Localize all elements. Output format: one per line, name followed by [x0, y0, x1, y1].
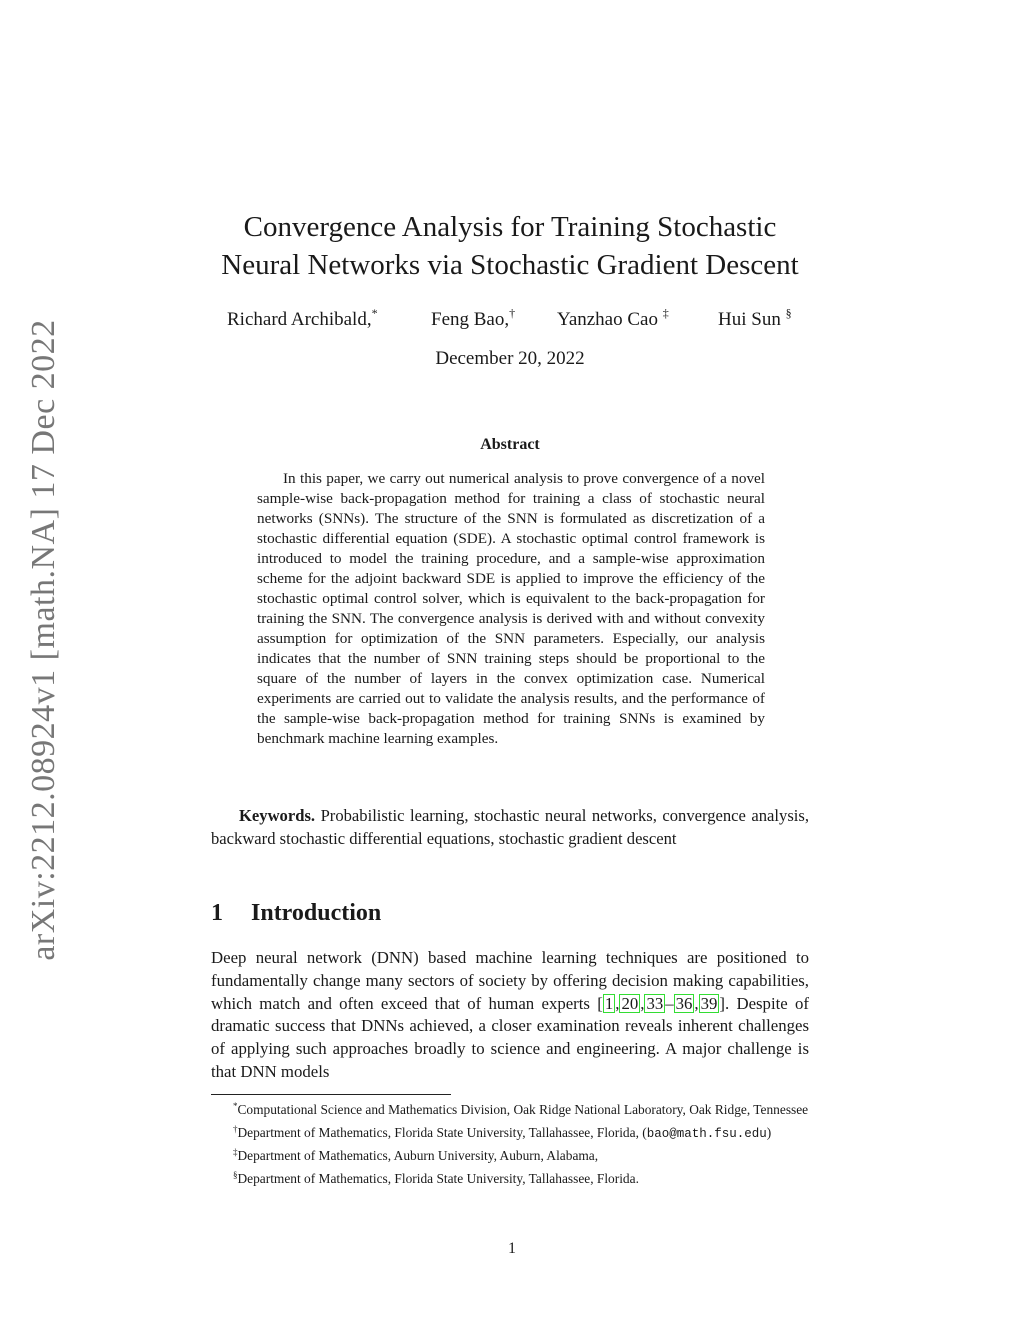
footnote-mark: † — [509, 306, 516, 320]
footnotes — [211, 1097, 809, 1188]
footnote-affiliation-3: ‡Department of Mathematics, Auburn University, Auburn, Alabama, — [233, 1147, 599, 1163]
citation-link[interactable]: 20 — [621, 993, 639, 1013]
abstract-heading: Abstract — [480, 436, 540, 453]
title-line-1: Convergence Analysis for Training Stochastic — [243, 211, 777, 243]
section-number: 1 — [211, 900, 223, 926]
paper-title — [210, 208, 810, 284]
arxiv-identifier-stamp: arXiv:2212.08924v1 [math.NA] 17 Dec 2022 — [25, 319, 62, 961]
author-sun: Hui Sun § — [718, 306, 792, 330]
citation-link[interactable]: 39 — [700, 993, 718, 1013]
page-number: 1 — [508, 1240, 516, 1257]
section-title: Introduction — [251, 900, 382, 926]
section-heading-introduction — [211, 900, 381, 927]
introduction-paragraph — [211, 947, 809, 1084]
email-link[interactable]: bao@math.fsu.edu — [646, 1126, 767, 1141]
citation-link[interactable]: 36 — [675, 993, 693, 1013]
intro-text-end: . Despite of dramatic success that DNNs achieved, a closer examination reveals inherent challenges of applying such approaches broadly to science and engineering. A major challenge is that DNN models — [211, 993, 809, 1081]
author-bao: Feng Bao,† — [431, 306, 516, 330]
abstract-text: In this paper, we carry out numerical analysis to prove convergence of a novel sample-wise back-propagation method for training a class of stochastic neural networks (SNNs). The structure of the SNN is formulated as discretization of a stochastic differential equation (SDE). A stochastic optimal control framework is introduced to model the training procedure, and a sample-wise approximation scheme for the adjoint backward SDE is applied to improve the efficiency of the stochastic optimal control solver, which is equivalent to the back-propagation for training the SNN. The convergence analysis is derived with and without convexity assumption for optimization of the SNN parameters. Especially, our analysis indicates that the number of SNN training steps should be proportional to the square of the number of layers in the convex optimization case. Numerical experiments are carried out to validate the analysis results, and the performance of the sample-wise back-propagation method for training SNNs is examined by benchmark machine learning examples. — [257, 470, 765, 747]
keywords-label: Keywords. — [239, 806, 316, 825]
footnote-mark: ‡ — [662, 306, 669, 320]
author-archibald: Richard Archibald,* — [227, 306, 378, 330]
footnote-divider — [211, 1094, 451, 1095]
intro-text-start: Deep neural network (DNN) based machine learning techniques are positioned to fundamentally change many sectors of society by offering decision making capabilities, which match and often exceed that of human experts — [211, 948, 809, 1013]
publication-date: December 20, 2022 — [435, 348, 585, 369]
footnote-affiliation-2: †Department of Mathematics, Florida State University, Tallahassee, Florida, (bao@math.fsu.edu) — [233, 1123, 772, 1141]
citation-link[interactable]: 1 — [604, 993, 614, 1013]
title-line-2: Neural Networks via Stochastic Gradient Descent — [221, 249, 799, 281]
footnote-mark: * — [371, 306, 378, 320]
citation-link[interactable]: 33 — [646, 993, 664, 1013]
footnote-mark: § — [785, 306, 792, 320]
author-list — [210, 306, 810, 332]
keywords-paragraph — [211, 805, 809, 850]
keywords-text: Probabilistic learning, stochastic neural networks, convergence analysis, backward stochastic differential equations, stochastic gradient descent — [211, 806, 810, 848]
citation-group: [ 1 , 20 , 33 – 36 , 39 ] — [597, 993, 725, 1013]
author-cao: Yanzhao Cao ‡ — [557, 306, 669, 330]
footnote-affiliation-4: §Department of Mathematics, Florida State University, Tallahassee, Florida. — [233, 1169, 639, 1186]
footnote-affiliation-1: *Computational Science and Mathematics Division, Oak Ridge National Laboratory, Oak Ridge, Tennessee — [233, 1101, 809, 1117]
